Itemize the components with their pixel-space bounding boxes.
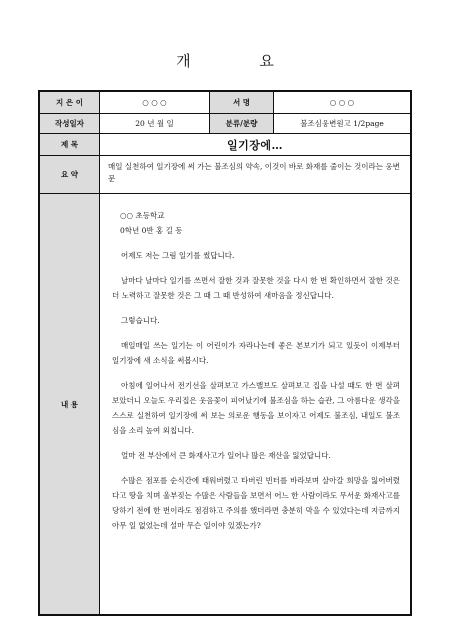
content-paragraph: 매일매일 쓰는 일기는 이 어린이가 자라나는데 좋은 본보기가 되고 있듯이 이제부터 일기장에 새 소식을 써봅시다.: [112, 341, 400, 365]
summary-row: [40, 156, 410, 194]
date-label: 작성일자: [40, 114, 100, 133]
signature-label: 서 명: [210, 92, 274, 113]
subject-label: 제 목: [40, 134, 100, 155]
content-student: 0학년 0반 홍 길 동: [120, 226, 183, 235]
content-row: [40, 194, 410, 614]
content-paragraph: 수많은 점포를 순식간에 태워버렸고 타버린 빈터를 바라보며 살아갈 희망을 잃어버렸다고 땅을 치며 울부짖는 수많은 사람들을 보면서 어느 한 사람이라도 무서운 화재사고를 당하기 전에 한 번이라도 점검하고 주의를 했더라면 충분히 막을 수 있었다는데 지금까지 아무 일 없었는데 설마 무슨 일이야 있겠는가?: [112, 476, 400, 530]
subject-value: 일기장에…: [226, 138, 283, 152]
content-paragraph: 어제도 저는 그림 일기를 썼답니다.: [121, 251, 235, 260]
content-paragraph: 아침에 일어나서 전기선을 살펴보고 가스밸브도 살펴보고 집을 나설 때도 한 번 살펴보았더니 오늘도 우리집은 웃음꽃이 피어났기에 불조심을 하는 습관, 그 아름다운 생각을 스스로 실천하여 일기장에 써 보는 의로운 행동을 보이자고 어제도 불조심, 내일도 불조심을 소리 높여 외칩니다.: [112, 381, 400, 435]
author-label: 지 은 이: [40, 92, 100, 113]
date-row: [40, 114, 410, 134]
content-paragraph: 날마다 날마다 일기를 쓰면서 잘한 것과 잘못한 것을 다시 한 번 확인하면서 잘한 것은 더 노력하고 잘못한 것은 그 때 그 때 반성하여 새마음을 정신답니다.: [112, 276, 400, 300]
author-row: [40, 92, 410, 114]
signature-value: ○ ○ ○: [329, 98, 355, 107]
content-paragraph: 그렇습니다.: [121, 316, 160, 325]
content-paragraph: 얼마 전 부산에서 큰 화재사고가 일어나 많은 재산을 잃었답니다.: [121, 451, 331, 460]
summary-value: 매일 실천하여 일기장에 써 가는 불조심의 약속, 이것이 바로 화재를 줄이는 것이라는 웅변문: [108, 162, 400, 183]
content-school: ○○ 초등학교: [120, 211, 165, 220]
subject-row: [40, 134, 410, 156]
document-title: 개 요: [176, 52, 306, 70]
content-body: [100, 194, 410, 614]
classification-label: 분류/분량: [210, 114, 274, 133]
date-value: 20 년 월 일: [100, 114, 210, 133]
classification-value: 불조심웅변원고 1/2page: [300, 119, 384, 128]
content-label: 내 용: [40, 194, 100, 614]
summary-label: 요 약: [40, 156, 100, 193]
summary-form: [38, 90, 412, 616]
author-value: ○ ○ ○: [100, 92, 210, 113]
